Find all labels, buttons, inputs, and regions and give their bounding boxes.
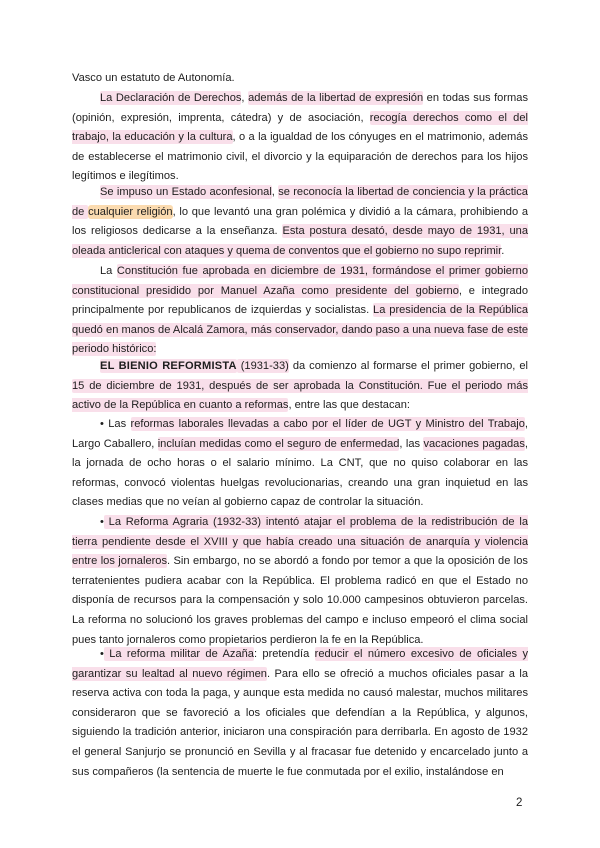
text: . Sin embargo, no se abordó a fondo por temor a que la oposición de los terratenientes pudiera acabar con la República. El problema radicó en que el Estado no disponía de recursos para la compensación y solo 10.000 campesinos obtuvieron parcelas. La reforma no solucionó los graves problemas del campo e incluso empeoró el clima social pues tanto jornaleros como propietarios perdieron la fe en la República. (72, 555, 528, 646)
highlight: Se impuso un Estado aconfesional (100, 186, 272, 198)
text: , la jornada de ocho horas o el salario mínimo. La CNT, que no quiso colaborar en las reformas, convocó violentas huelgas revolucionarias, creando una gran inquietud en las clases medias que no veían al gobierno capaz de controlar la situación. (72, 437, 528, 509)
highlight: La presidencia de la República quedó en manos de Alcalá Zamora, más conservador, dando paso a una nueva fase de este periodo histórico: (72, 304, 529, 356)
highlight: La Reforma Agraria (1932-33) intentó atajar el problema de la redistribución de la tierra pendiente desde el XVIII y que había creado una situación de anarquía y violencia entre los jornaleros (72, 516, 528, 568)
highlight-orange: cualquier religión (88, 205, 173, 218)
text: , (271, 186, 279, 198)
page-number: 2 (516, 797, 523, 809)
paragraph-declaracion-derechos (72, 89, 528, 187)
text: Las (103, 418, 131, 430)
bullet-icon: • (100, 418, 104, 430)
highlight: (1931-33) (236, 360, 289, 372)
bullet-icon: • (100, 516, 104, 528)
highlight: reformas laborales llevadas a cabo por el líder de UGT y Ministro del Trabajo (130, 418, 525, 430)
paragraph-bienio-reformista (72, 357, 528, 416)
highlight: incluían medidas como el seguro de enfermedad (157, 437, 400, 450)
section-heading: EL BIENIO REFORMISTA (100, 360, 237, 372)
text: , Largo Caballero, (72, 418, 528, 450)
text: : pretendía (253, 648, 315, 660)
paragraph-reformas-laborales (72, 415, 528, 513)
highlight: recogía derechos como el del trabajo, la educación y la cultura (72, 111, 528, 144)
highlight: reducir el número excesivo de oficiales y garantizar su lealtad al nuevo régimen (72, 648, 528, 680)
paragraph-reforma-agraria (72, 513, 528, 650)
highlight: Constitución fue aprobada en diciembre de 1931, formándose el primer gobierno constitucional presidido por Manuel Azaña como presidente del gobierno (72, 265, 529, 297)
text: , (241, 92, 249, 104)
text: La (100, 265, 117, 277)
bullet-icon: • (100, 648, 104, 660)
text: da comienzo al formarse el primer gobierno, el (288, 360, 529, 372)
highlight: se reconocía la libertad de conciencia y la práctica de (72, 186, 528, 218)
highlight: vacaciones pagadas (423, 437, 525, 450)
text: en todas sus formas (opinión, expresión, imprenta, cátedra) y de asociación, (72, 92, 528, 124)
text: , entre las que destacan: (288, 399, 410, 412)
highlight: La reforma militar de Azaña (103, 648, 254, 660)
text: , las (399, 437, 424, 450)
highlight: La Declaración de Derechos (100, 92, 242, 104)
text: . Para ello se ofreció a muchos oficiales pasar a la reserva activa con toda la paga, y aunque esta medida no causó malestar, muchos militares consideraron que se favoreció a los oficiales que defendían a la República, y algunos, siguiendo la tradición anterior, iniciaron una conspiración para derribarla. En agosto de 1932 el general Sanjurjo se pronunció en Sevilla y al fracasar fue detenido y encarcelado junto a sus compañeros (la sentencia de muerte le fue conmutada por el exilio, instalándose en (72, 667, 528, 778)
highlight: además de la libertad de expresión (248, 92, 424, 104)
text: Vasco un estatuto de Autonomía. (72, 72, 235, 84)
text: , lo que levantó una gran polémica y dividió a la cámara, prohibiendo a los religiosos dedicarse a la enseñanza. (72, 205, 529, 238)
text: , o a la igualdad de los cónyuges en el matrimonio, además de establecerse el matrimonio civil, el divorcio y la equiparación de derechos para los hijos legítimos e ilegítimos. (72, 131, 529, 183)
paragraph-reforma-militar (72, 645, 528, 782)
highlight: 15 de diciembre de 1931, después de ser aprobada la Constitución. Fue el periodo más activo de la República en cuanto a reformas (72, 379, 528, 412)
paragraph-autonomy-end (72, 69, 528, 89)
text: . (501, 244, 505, 257)
paragraph-constitucion (72, 262, 528, 360)
highlight: Esta postura desató, desde mayo de 1931, una oleada anticlerical con ataques y quema de conventos que el gobierno no supo reprimir (72, 225, 528, 257)
text: , e integrado principalmente por republicanos de izquierdas y socialistas. (72, 284, 528, 317)
paragraph-estado-aconfesional (72, 183, 528, 261)
